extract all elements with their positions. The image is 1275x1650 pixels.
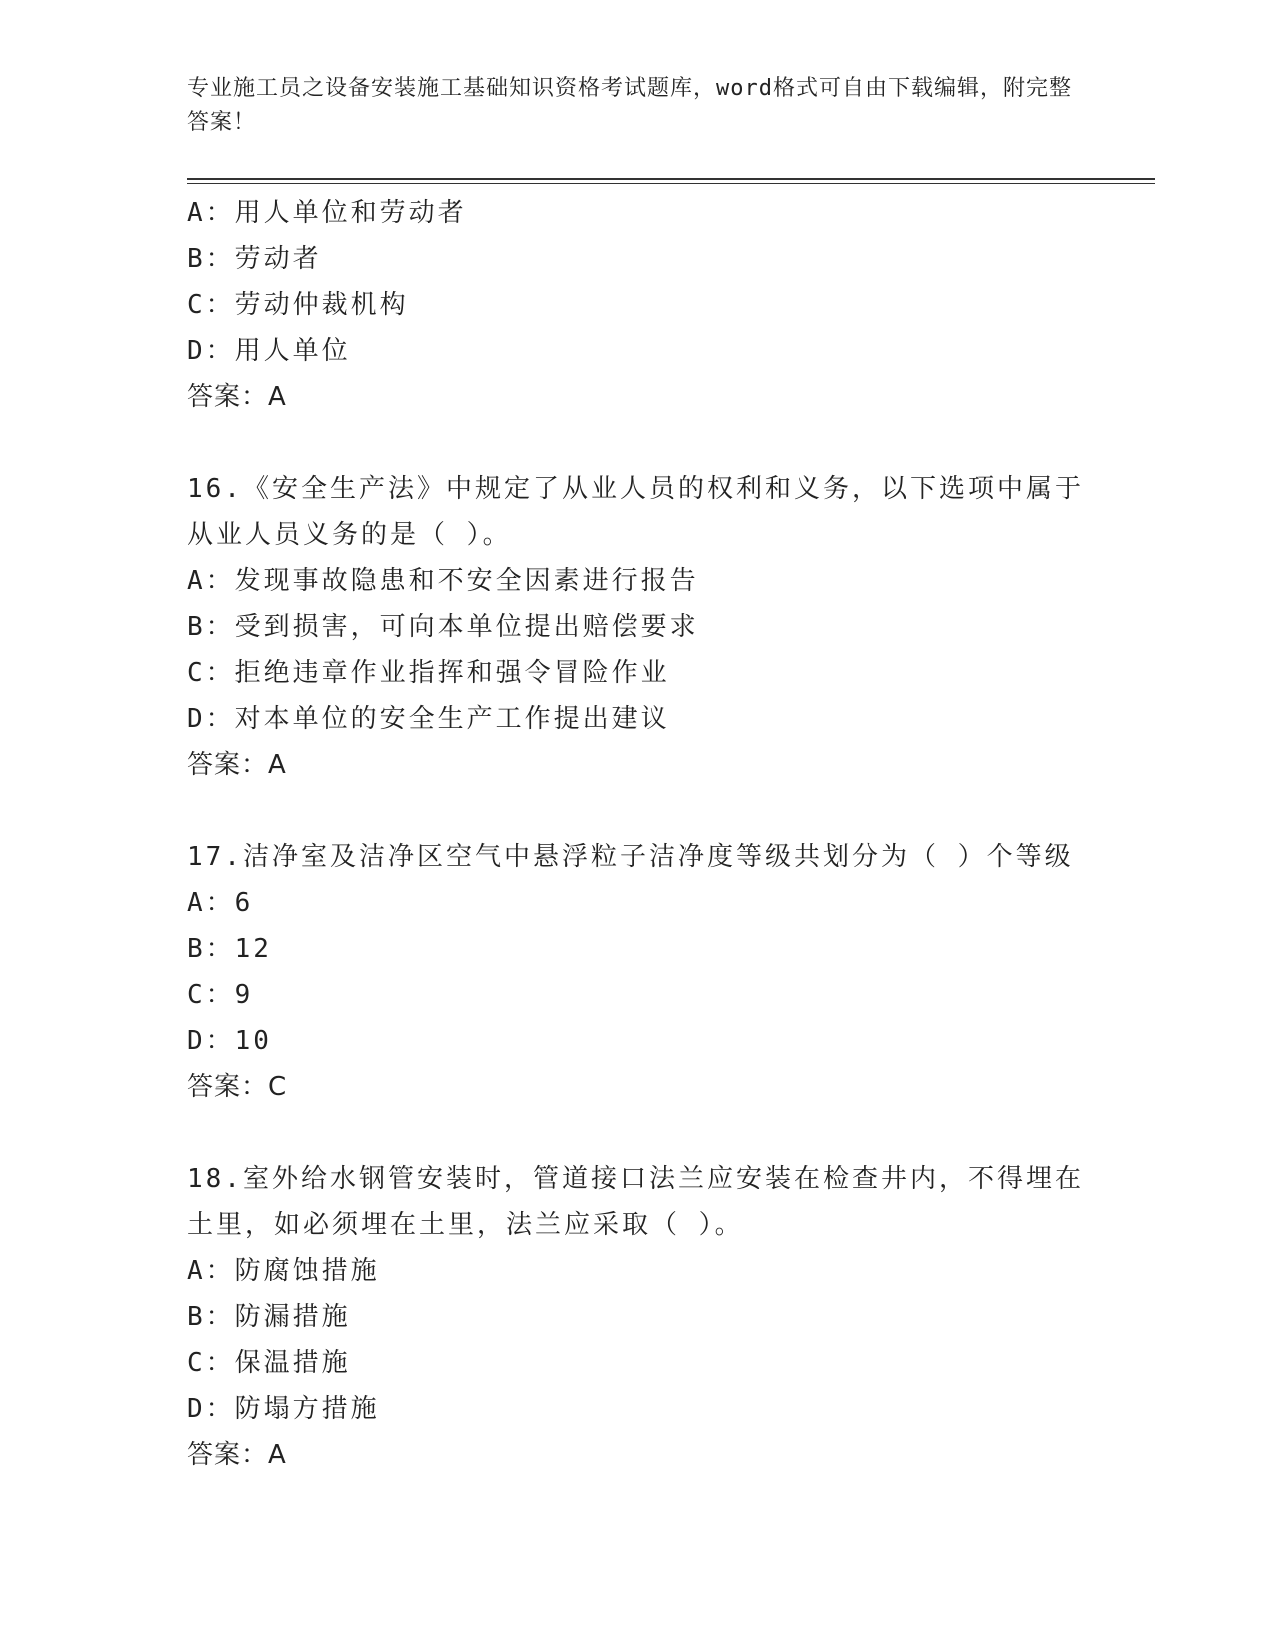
header-divider-thin [187,183,1155,184]
question-block-18 [187,1156,1087,1478]
question-list [187,190,1087,1524]
option-c: C：劳动仲裁机构 [187,290,409,320]
option-a: A：用人单位和劳动者 [187,198,467,228]
option-c: C：保温措施 [187,1348,351,1378]
document-header: 专业施工员之设备安装施工基础知识资格考试题库，word格式可自由下载编辑，附完整答案！ [187,76,1072,135]
option-a: A：发现事故隐患和不安全因素进行报告 [187,566,699,596]
question-block-15 [187,190,1087,420]
question-text: 17.洁净室及洁净区空气中悬浮粒子洁净度等级共划分为（ ）个等级 [187,842,1074,872]
header-divider-thick [187,178,1155,180]
option-d: D：10 [187,1026,272,1056]
answer-line: 答案：A [187,750,287,780]
option-b: B：防漏措施 [187,1302,351,1332]
answer-line: 答案：C [187,1072,288,1102]
option-d: D：防塌方措施 [187,1394,380,1424]
option-a: A：6 [187,888,254,918]
answer-line: 答案：A [187,382,287,412]
question-text: 16.《安全生产法》中规定了从业人员的权利和义务，以下选项中属于从业人员义务的是（ ）。 [187,474,1084,550]
option-a: A：防腐蚀措施 [187,1256,380,1286]
option-b: B：受到损害，可向本单位提出赔偿要求 [187,612,699,642]
option-c: C：拒绝违章作业指挥和强令冒险作业 [187,658,670,688]
option-d: D：对本单位的安全生产工作提出建议 [187,704,670,734]
option-d: D：用人单位 [187,336,351,366]
option-c: C：9 [187,980,254,1010]
option-b: B：劳动者 [187,244,322,274]
option-b: B：12 [187,934,272,964]
question-block-16 [187,466,1087,788]
question-block-17 [187,834,1087,1110]
answer-line: 答案：A [187,1440,287,1470]
question-text: 18.室外给水钢管安装时，管道接口法兰应安装在检查井内，不得埋在土里，如必须埋在土里，法兰应采取（ ）。 [187,1164,1084,1240]
